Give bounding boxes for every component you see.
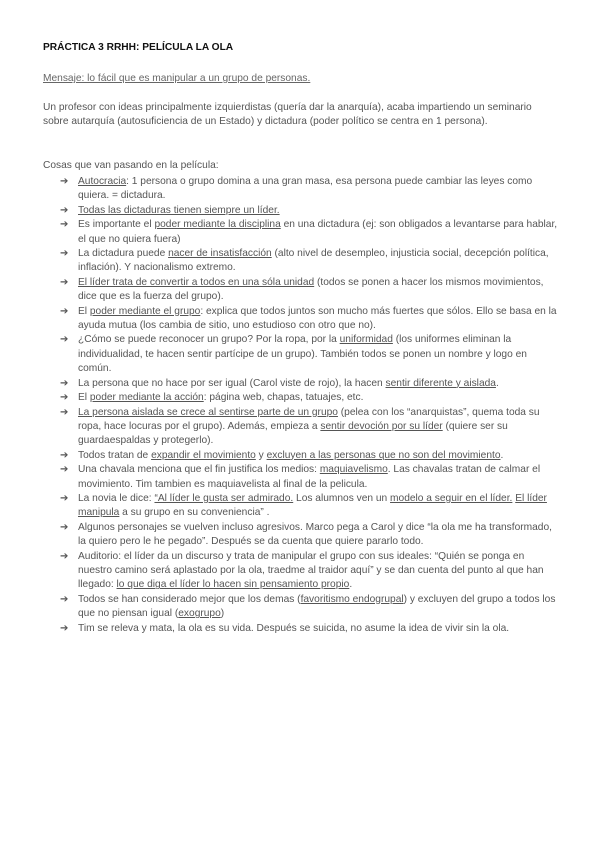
- arrow-icon: ➔: [60, 521, 69, 533]
- list-item: [60, 204, 560, 218]
- underlined-text: uniformidad: [339, 334, 393, 346]
- message-line: Mensaje: lo fácil que es manipular a un grupo de personas.: [43, 73, 311, 84]
- item-text: Los alumnos ven un: [293, 492, 391, 504]
- underlined-text: maquiavelismo: [319, 464, 388, 476]
- intro-paragraph: Un profesor con ideas principalmente izquierdistas (quería dar la anarquía), acaba impartiendo un seminario sobre autarquía (autosuficiencia de un Estado) y dictadura (poder político se centra en 1 persona).: [43, 102, 532, 128]
- item-text: (quiere ser su guardaespaldas y protegerlo).: [78, 420, 508, 447]
- list-item: [60, 550, 560, 593]
- underlined-text: expandir el movimiento: [151, 449, 256, 461]
- arrow-icon: ➔: [60, 204, 69, 216]
- item-text: (los uniformes eliminan la individualidad, te hacen sentir partícipe de un grupo). También todos se ponen un nombre y logo en común.: [78, 334, 527, 375]
- underlined-text: El líder manipula: [78, 492, 547, 519]
- list-item: [60, 276, 560, 305]
- underlined-text: sentir devoción por su líder: [320, 420, 443, 432]
- underlined-text: Todas las dictaduras tienen siempre un líder.: [78, 204, 280, 216]
- list-item: [60, 391, 560, 405]
- underlined-text: exogrupo: [178, 608, 221, 620]
- list-item: [60, 247, 560, 276]
- list-item: [60, 593, 560, 622]
- arrow-icon: ➔: [60, 492, 69, 504]
- item-text: La persona que no hace por ser igual (Carol viste de rojo), la hacen: [78, 377, 386, 389]
- item-text: en una dictadura (ej: son obligados a levantarse para hablar, el que no quiera fuera): [78, 219, 558, 245]
- arrow-icon: ➔: [60, 305, 69, 317]
- item-text: La novia le dice:: [78, 492, 155, 504]
- item-text: Es importante el: [78, 219, 155, 231]
- item-text: (alto nivel de desempleo, injusticia social, decepción política, inflación). Y nacionalismo extremo.: [78, 248, 549, 274]
- list-item: [60, 218, 560, 247]
- arrow-icon: ➔: [60, 550, 69, 562]
- item-text: Una chavala menciona que el fin justifica los medios:: [78, 464, 320, 476]
- underlined-text: “Al líder le gusta ser admirado.: [154, 492, 294, 504]
- item-text: : página web, chapas, tatuajes, etc.: [203, 392, 364, 404]
- list-item: [60, 492, 560, 521]
- underlined-text: lo que diga el líder lo hacen sin pensamiento propio: [116, 579, 350, 591]
- item-text: Algunos personajes se vuelven incluso agresivos. Marco pega a Carol y dice “la ola me ha transformado, la quiero pero le he pegado”. Después se da cuenta que quiere pararlo todo.: [78, 521, 552, 548]
- underlined-text: poder mediante la acción: [89, 392, 204, 404]
- arrow-icon: ➔: [60, 377, 69, 389]
- events-list: [60, 175, 560, 636]
- arrow-icon: ➔: [60, 392, 69, 404]
- arrow-icon: ➔: [60, 219, 69, 231]
- arrow-icon: ➔: [60, 449, 69, 461]
- item-text: a su grupo en su conveniencia” .: [119, 507, 270, 519]
- things-label: Cosas que van pasando en la película:: [43, 160, 219, 171]
- item-text: ) y excluyen del grupo a todos los que no piensan igual (: [78, 593, 556, 620]
- list-item: [60, 622, 560, 636]
- list-item: [60, 449, 560, 463]
- arrow-icon: ➔: [60, 334, 69, 346]
- underlined-text: Autocracia: [78, 176, 127, 187]
- list-item: [60, 406, 560, 449]
- item-text: .: [495, 377, 499, 389]
- item-text: Tim se releva y mata, la ola es su vida. Después se suicida, no asume la idea de vivir sin la ola.: [78, 622, 510, 634]
- item-text: (pelea con los “anarquistas”, quema toda su ropa, hace locuras por el grupo). Además, empieza a: [78, 406, 540, 432]
- arrow-icon: ➔: [60, 176, 69, 187]
- underlined-text: poder mediante el grupo: [89, 305, 201, 317]
- underlined-text: nacer de insatisfacción: [168, 248, 272, 260]
- item-text: ¿Cómo se puede reconocer un grupo? Por la ropa, por la: [78, 334, 340, 346]
- item-text: La dictadura puede: [78, 248, 169, 260]
- underlined-text: favoritismo endogrupal: [300, 593, 404, 605]
- arrow-icon: ➔: [60, 622, 69, 634]
- arrow-icon: ➔: [60, 464, 69, 476]
- item-text: Todos tratan de: [78, 449, 152, 461]
- item-text: y: [255, 449, 267, 461]
- arrow-icon: ➔: [60, 248, 69, 260]
- list-item: [60, 521, 560, 550]
- list-item: [60, 377, 560, 391]
- underlined-text: modelo a seguir en el líder.: [390, 492, 513, 504]
- item-text: (todos se ponen a hacer los mismos movimientos, dice que es la fuerza del grupo).: [78, 276, 544, 303]
- item-text: : 1 persona o grupo domina a una gran masa, esa persona puede cambiar las leyes como quiera. = dictadura.: [78, 176, 533, 202]
- arrow-icon: ➔: [60, 276, 69, 288]
- underlined-text: El líder trata de convertir a todos en una sóla unidad: [78, 276, 315, 288]
- list-item: [60, 175, 560, 204]
- item-text: ): [220, 608, 225, 620]
- underlined-text: excluyen a las personas que no son del movimiento: [266, 449, 501, 461]
- item-text: El: [78, 305, 90, 317]
- underlined-text: sentir diferente y aislada: [385, 377, 496, 389]
- underlined-text: La persona aislada se crece al sentirse parte de un grupo: [78, 406, 338, 418]
- item-text: Auditorio: el líder da un discurso y trata de manipular el grupo con sus ideales: “Quién se ponga en nuestro camino será aplastado por la ola, traedme al traidor aquí” y se dan cuenta del punto al que han llegado:: [78, 550, 544, 591]
- item-text: : explica que todos juntos son mucho más fuertes que sólos. Ello se basa en la ayuda mutua (los cambia de sitio, uno estudioso con otro que no).: [78, 305, 557, 332]
- underlined-text: poder mediante la disciplina: [154, 219, 281, 231]
- item-text: El: [78, 392, 90, 404]
- document-title: PRÁCTICA 3 RRHH: PELÍCULA LA OLA: [43, 42, 234, 53]
- item-text: . Las chavalas tratan de calmar el movimiento. Tim tambien es maquiavelista al final de la pelicula.: [78, 464, 541, 490]
- list-item: [60, 333, 560, 376]
- list-item: [60, 463, 560, 492]
- item-text: .: [349, 579, 353, 591]
- list-item: [60, 305, 560, 334]
- arrow-icon: ➔: [60, 593, 69, 605]
- item-text: Todos se han considerado mejor que los demas (: [78, 593, 301, 605]
- arrow-icon: ➔: [60, 406, 69, 418]
- item-text: .: [500, 449, 504, 461]
